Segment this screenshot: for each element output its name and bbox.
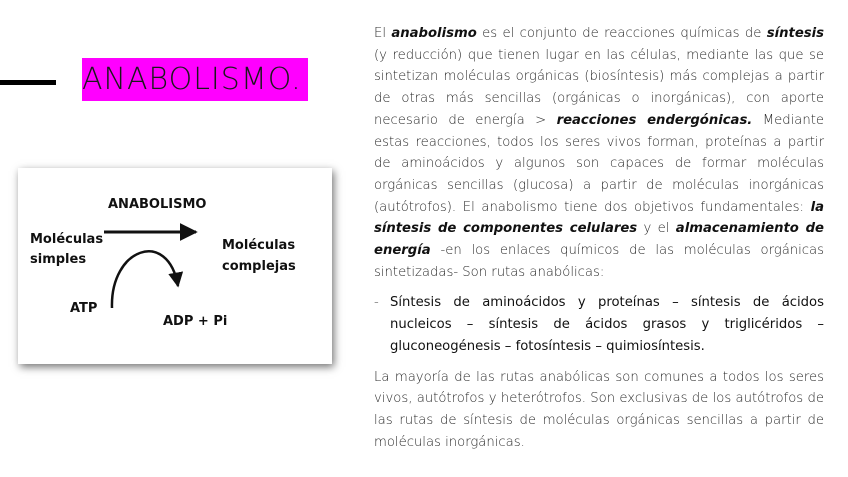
list-item [374, 292, 824, 357]
term-almacenamiento: almacenamiento de energía [374, 221, 824, 259]
diagram-curved-arrow [112, 251, 178, 308]
diagram-left-label-1: Moléculas [30, 232, 104, 247]
title-accent-bar [0, 80, 56, 85]
bullet-text: Síntesis de aminoácidos y proteínas – síntesis de ácidos nucleicos – síntesis de ácidos grasos y triglicéridos – gluconeogénesis – fotosíntesis – quimiosíntesis. [390, 295, 824, 354]
diagram-atp-label: ATP [70, 301, 98, 316]
text-run: y el [637, 221, 676, 237]
paragraph-definition [374, 23, 824, 283]
diagram-right-label-2: complejas [222, 259, 296, 274]
paragraph-autotrofos: La mayoría de las rutas anabólicas son comunes a todos los seres vivos, autótrofos y heterótrofos. Son exclusivas de los autótrofos de las rutas de síntesis de moléculas orgánicas sencillas a partir de moléculas inorgánicas. [374, 369, 824, 450]
text-run: El [374, 26, 392, 41]
term-endergonicas: reacciones endergónicas. [556, 112, 753, 128]
text-run: (y reducción) que tienen lugar en las células, mediante las que se sintetizan moléculas orgánicas (biosíntesis) más complejas a partir de otras más sencillas (orgánicas o inorgánicas), con aporte necesario de energía > [374, 47, 824, 128]
text-run: Mediante estas reacciones, todos los seres vivos forman, proteínas a partir de aminoácidos y algunos son capaces de formar moléculas orgánicas sencillas (glucosa) a partir de moléculas inorgánicas (autótrofos). El anabolismo tiene dos objetivos fundamentales: [374, 112, 824, 215]
text-run: -en los enlaces químicos de las moléculas orgánicas sintetizadas- Son rutas anabólicas: [374, 243, 824, 280]
anabolism-diagram-svg [18, 168, 332, 364]
body-text [374, 23, 824, 453]
page-title: ANABOLISMO. [82, 58, 308, 101]
diagram-left-label-2: simples [30, 252, 87, 267]
anabolism-diagram [18, 168, 332, 364]
bullet-dash: - [374, 295, 379, 311]
term-sintesis: síntesis [766, 26, 824, 41]
diagram-adp-label: ADP + Pi [163, 314, 228, 329]
text-run: es el conjunto de reacciones químicas de [476, 26, 767, 41]
diagram-right-label-1: Moléculas [222, 238, 296, 253]
term-componentes: la síntesis de componentes celulares [374, 199, 824, 237]
diagram-process-label: ANABOLISMO [108, 197, 207, 212]
term-anabolismo: anabolismo [391, 26, 477, 41]
